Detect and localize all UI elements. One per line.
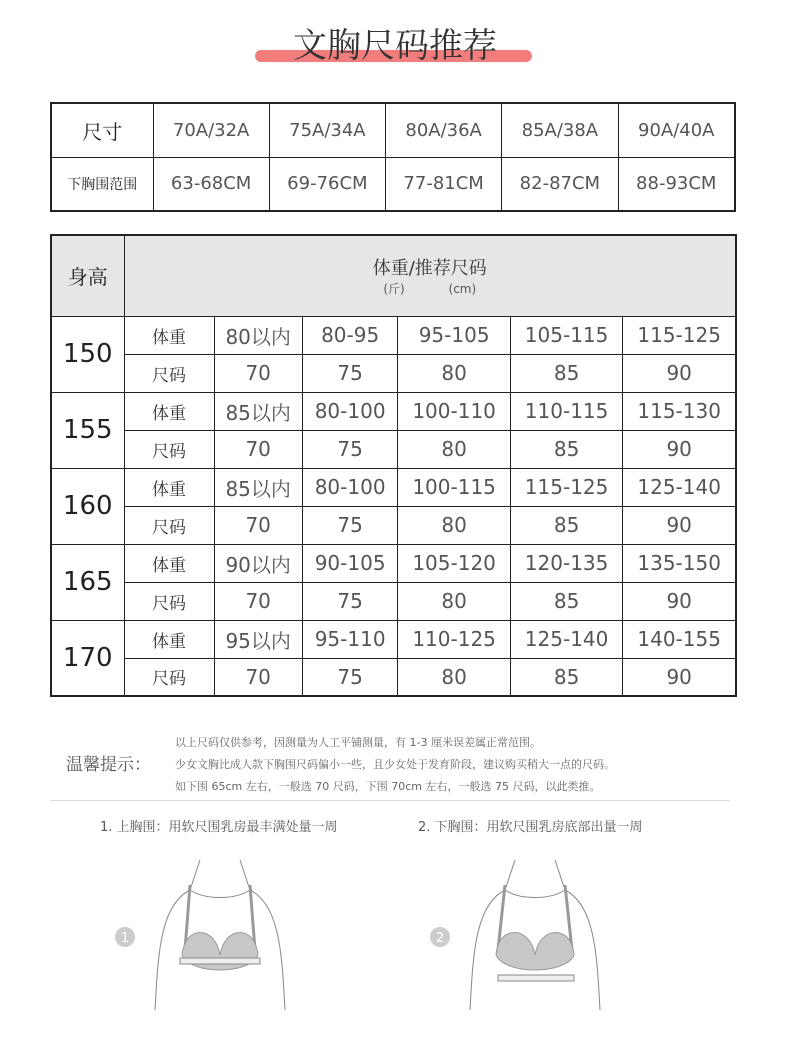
size-cell: 90A/40A xyxy=(618,103,735,157)
height-cell: 165 xyxy=(51,544,124,620)
table-row xyxy=(51,620,736,658)
tip-line: 如下围 65cm 左右，一般选 70 尺码，下围 70cm 左右，一般选 75 尺码，以此类推。 xyxy=(175,780,601,793)
tip-line: 少女文胸比成人款下胸围尺码偏小一些，且少女处于发育阶段，建议购买稍大一点的尺码。 xyxy=(175,758,615,771)
size-label: 尺码 xyxy=(124,658,214,696)
weight-cell: 110-115 xyxy=(510,392,622,430)
upper-bust-illustration xyxy=(110,855,330,1015)
size-cell: 85 xyxy=(510,658,622,696)
weight-label: 体重 xyxy=(124,392,214,430)
size-label: 尺码 xyxy=(124,506,214,544)
weight-label: 体重 xyxy=(124,316,214,354)
size-cell: 75A/34A xyxy=(269,103,385,157)
height-header: 身高 xyxy=(51,235,124,316)
size-cell: 75 xyxy=(302,506,398,544)
table-header-row xyxy=(51,235,736,316)
size-label: 尺码 xyxy=(124,582,214,620)
weight-cell: 115-125 xyxy=(623,316,736,354)
step-number: 1 xyxy=(120,931,130,946)
weight-label: 体重 xyxy=(124,468,214,506)
divider xyxy=(50,800,730,801)
weight-cell: 85以内 xyxy=(214,392,302,430)
size-cell: 90 xyxy=(623,430,736,468)
range-cell: 88-93CM xyxy=(618,157,735,211)
size-cell: 85 xyxy=(510,430,622,468)
table-row xyxy=(51,468,736,506)
step-number: 2 xyxy=(435,931,445,946)
size-cell: 80 xyxy=(398,582,510,620)
header-title: 体重/推荐尺码 xyxy=(372,258,487,280)
weight-cell: 95-110 xyxy=(302,620,398,658)
size-cell: 70A/32A xyxy=(153,103,269,157)
height-cell: 155 xyxy=(51,392,124,468)
size-cell: 90 xyxy=(623,582,736,620)
weight-cell: 95-105 xyxy=(398,316,510,354)
size-cell: 75 xyxy=(302,430,398,468)
size-cell: 85 xyxy=(510,582,622,620)
table-row xyxy=(51,354,736,392)
size-cell: 70 xyxy=(214,506,302,544)
weight-cell: 125-140 xyxy=(623,468,736,506)
weight-cell: 125-140 xyxy=(510,620,622,658)
weight-cell: 115-130 xyxy=(623,392,736,430)
weight-cell: 90以内 xyxy=(214,544,302,582)
weight-cell: 115-125 xyxy=(510,468,622,506)
size-cell: 75 xyxy=(302,658,398,696)
weight-cell: 95以内 xyxy=(214,620,302,658)
weight-label: 体重 xyxy=(124,620,214,658)
size-header-label: 尺寸 xyxy=(51,103,153,157)
table-row xyxy=(51,430,736,468)
tips-label: 温馨提示： xyxy=(66,755,151,775)
size-cell: 70 xyxy=(214,430,302,468)
height-cell: 150 xyxy=(51,316,124,392)
weight-cell: 80以内 xyxy=(214,316,302,354)
range-cell: 82-87CM xyxy=(502,157,618,211)
size-cell: 90 xyxy=(623,506,736,544)
size-label: 尺码 xyxy=(124,430,214,468)
table-row xyxy=(51,316,736,354)
size-cell: 85A/38A xyxy=(502,103,618,157)
page-title: 文胸尺码推荐 xyxy=(293,26,497,66)
weight-cell: 80-100 xyxy=(302,392,398,430)
size-cell: 90 xyxy=(623,658,736,696)
table-row xyxy=(51,392,736,430)
table-row xyxy=(51,103,735,157)
size-cell: 80 xyxy=(398,658,510,696)
size-cell: 80A/36A xyxy=(386,103,502,157)
height-cell: 170 xyxy=(51,620,124,696)
size-cell: 80 xyxy=(398,506,510,544)
range-cell: 69-76CM xyxy=(269,157,385,211)
weight-cell: 110-125 xyxy=(398,620,510,658)
table-row xyxy=(51,506,736,544)
size-cell: 70 xyxy=(214,582,302,620)
weight-label: 体重 xyxy=(124,544,214,582)
weight-cell: 90-105 xyxy=(302,544,398,582)
instruction-under-bust: 2. 下胸围：用软尺围乳房底部出量一周 xyxy=(418,820,643,835)
weight-cell: 140-155 xyxy=(623,620,736,658)
recommendation-table xyxy=(50,234,737,697)
weight-size-header xyxy=(124,235,736,316)
size-cell: 90 xyxy=(623,354,736,392)
weight-cell: 105-115 xyxy=(510,316,622,354)
size-cell: 85 xyxy=(510,354,622,392)
table-row xyxy=(51,658,736,696)
weight-cell: 135-150 xyxy=(623,544,736,582)
size-label: 尺码 xyxy=(124,354,214,392)
size-cell: 80 xyxy=(398,354,510,392)
header-units: (斤) (cm) xyxy=(383,282,477,297)
weight-cell: 80-100 xyxy=(302,468,398,506)
table-row xyxy=(51,582,736,620)
weight-cell: 100-110 xyxy=(398,392,510,430)
table-row xyxy=(51,544,736,582)
height-cell: 160 xyxy=(51,468,124,544)
table-row xyxy=(51,157,735,211)
tip-line: 以上尺码仅供参考，因测量为人工平铺测量，有 1-3 厘米误差属正常范围。 xyxy=(175,736,541,749)
weight-cell: 85以内 xyxy=(214,468,302,506)
size-cell: 85 xyxy=(510,506,622,544)
size-cell: 75 xyxy=(302,582,398,620)
size-cell: 75 xyxy=(302,354,398,392)
weight-cell: 120-135 xyxy=(510,544,622,582)
weight-cell: 105-120 xyxy=(398,544,510,582)
size-cell: 70 xyxy=(214,658,302,696)
weight-cell: 100-115 xyxy=(398,468,510,506)
size-cell: 80 xyxy=(398,430,510,468)
under-bust-label: 下胸围范围 xyxy=(51,157,153,211)
range-cell: 63-68CM xyxy=(153,157,269,211)
size-table xyxy=(50,102,736,212)
size-cell: 70 xyxy=(214,354,302,392)
under-bust-illustration xyxy=(420,855,640,1015)
instruction-upper-bust: 1. 上胸围：用软尺围乳房最丰满处量一周 xyxy=(100,820,338,835)
weight-cell: 80-95 xyxy=(302,316,398,354)
range-cell: 77-81CM xyxy=(386,157,502,211)
